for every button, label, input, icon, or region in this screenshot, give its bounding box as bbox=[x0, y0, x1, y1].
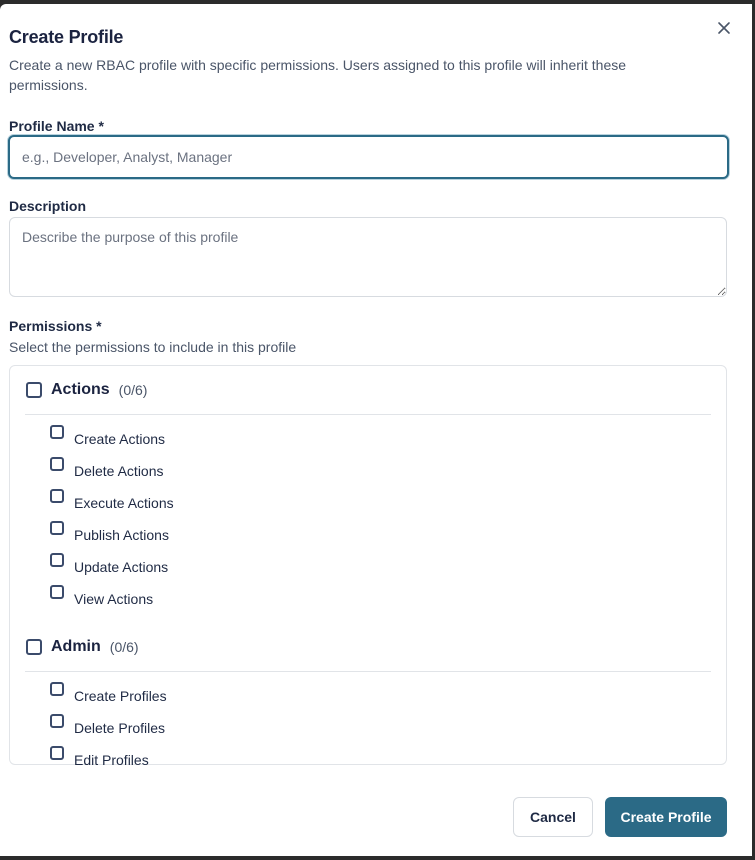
create-profile-dialog bbox=[0, 4, 752, 856]
permission-item bbox=[50, 455, 711, 487]
permission-label: Edit Profiles bbox=[74, 752, 149, 768]
group-header bbox=[25, 366, 711, 415]
permission-checkbox[interactable] bbox=[50, 489, 64, 503]
permissions-label: Permissions * bbox=[9, 318, 102, 334]
create-profile-button[interactable]: Create Profile bbox=[605, 797, 727, 837]
permission-item bbox=[50, 583, 711, 615]
permission-checkbox[interactable] bbox=[50, 714, 64, 728]
close-button[interactable] bbox=[714, 20, 734, 40]
permission-item bbox=[50, 487, 711, 519]
permission-label: Execute Actions bbox=[74, 495, 174, 511]
group-items bbox=[25, 672, 711, 784]
permission-item bbox=[50, 680, 711, 712]
permission-checkbox[interactable] bbox=[50, 553, 64, 567]
permission-item bbox=[50, 712, 711, 744]
permission-label: Create Actions bbox=[74, 431, 166, 447]
permission-group-actions bbox=[25, 366, 711, 623]
permission-item bbox=[50, 744, 711, 776]
group-count: (0/6) bbox=[118, 382, 148, 398]
description-label: Description bbox=[9, 198, 87, 214]
permission-label: Delete Actions bbox=[74, 463, 164, 479]
permission-item bbox=[50, 423, 711, 455]
group-items bbox=[25, 415, 711, 623]
permissions-panel bbox=[9, 365, 727, 768]
cancel-button[interactable]: Cancel bbox=[513, 797, 593, 837]
permission-item bbox=[50, 519, 711, 551]
group-checkbox-admin[interactable] bbox=[26, 639, 42, 655]
permission-label: Publish Actions bbox=[74, 527, 169, 543]
permissions-scroll-area[interactable] bbox=[10, 366, 726, 768]
profile-name-label: Profile Name * bbox=[9, 118, 104, 134]
permission-checkbox[interactable] bbox=[50, 457, 64, 471]
permission-label: View Actions bbox=[74, 591, 154, 607]
group-header bbox=[25, 623, 711, 672]
profile-name-input[interactable] bbox=[8, 135, 729, 179]
permission-group-admin bbox=[25, 623, 711, 784]
permission-label: Update Actions bbox=[74, 559, 169, 575]
permission-item bbox=[50, 551, 711, 583]
permissions-hint: Select the permissions to include in this profile bbox=[9, 339, 297, 355]
permission-label: Create Profiles bbox=[74, 688, 167, 704]
dialog-subtitle: Create a new RBAC profile with specific permissions. Users assigned to this profile will inherit these permissions. bbox=[9, 57, 627, 93]
group-checkbox-actions[interactable] bbox=[26, 382, 42, 398]
group-count: (0/6) bbox=[109, 639, 139, 655]
permission-label: Delete Profiles bbox=[74, 720, 166, 736]
permission-checkbox[interactable] bbox=[50, 746, 64, 760]
close-icon bbox=[718, 21, 730, 39]
group-name: Actions bbox=[51, 381, 110, 398]
permission-checkbox[interactable] bbox=[50, 682, 64, 696]
group-name: Admin bbox=[51, 638, 101, 655]
dialog-title: Create Profile bbox=[9, 27, 124, 47]
permission-checkbox[interactable] bbox=[50, 425, 64, 439]
permission-checkbox[interactable] bbox=[50, 521, 64, 535]
permission-checkbox[interactable] bbox=[50, 585, 64, 599]
description-textarea[interactable] bbox=[9, 217, 727, 297]
